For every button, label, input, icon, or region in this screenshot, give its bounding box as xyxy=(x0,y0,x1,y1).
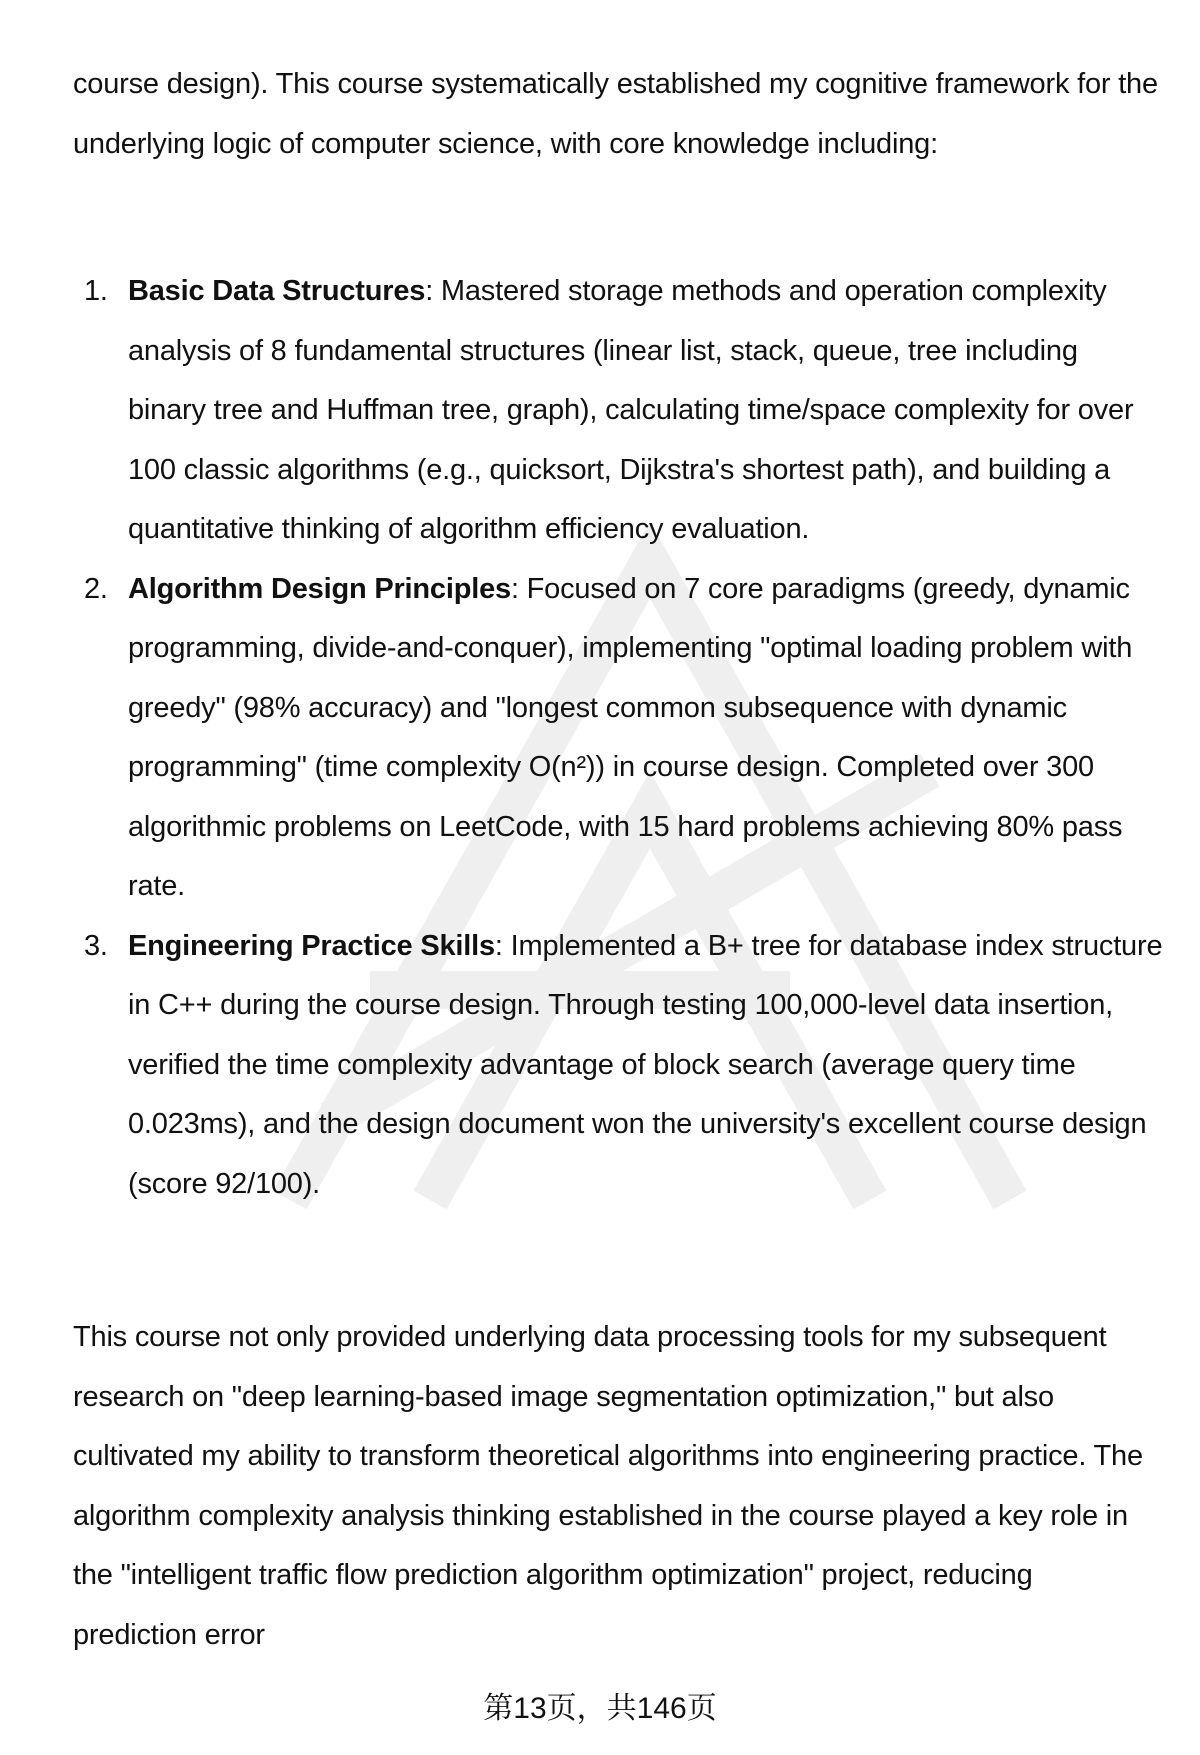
list-item xyxy=(73,262,1163,560)
intro-paragraph: course design). This course systematically established my cognitive framework for the underlying logic of computer science, with core knowledge including: xyxy=(73,68,1158,160)
list-item xyxy=(73,917,1163,1215)
list-number: 1. xyxy=(84,275,108,307)
list-item-text: : Mastered storage methods and operation complexity analysis of 8 fundamental structures (linear list, stack, queue, tree including binary tree and Huffman tree, graph), calculating time/space complexity for over 100 classic algorithms (e.g., quicksort, Dijkstra's shortest path), and building a quantitative thinking of algorithm efficiency evaluation. xyxy=(128,275,1134,545)
list-item-text: : Implemented a B+ tree for database index structure in C++ during the course design. Through testing 100,000-level data insertion, verified the time complexity advantage of block search (average query time 0.023ms), and the design document won the university's excellent course design (score 92/100). xyxy=(128,929,1163,1200)
closing-paragraph: This course not only provided underlying data processing tools for my subsequent research on "deep learning-based image segmentation optimization," but also cultivated my ability to transform theoretical algorithms into engineering practice. The algorithm complexity analysis thinking established in the course played a key role in the "intelligent traffic flow prediction algorithm optimization" project, reducing prediction error xyxy=(73,1321,1143,1651)
list-item-title: Engineering Practice Skills xyxy=(128,929,495,962)
list-item-text: : Focused on 7 core paradigms (greedy, dynamic programming, divide-and-conquer), implementing "optimal loading problem with greedy" (98% accuracy) and "longest common subsequence with dynamic programming" (time complexity O(n²)) in course design. Completed over 300 algorithmic problems on LeetCode, with 15 hard problems achieving 80% pass rate. xyxy=(128,572,1133,902)
list-item-title: Algorithm Design Principles xyxy=(128,572,511,605)
list-number: 3. xyxy=(84,929,108,962)
knowledge-list xyxy=(73,262,1163,1214)
page-indicator: 第13页，共146页 xyxy=(483,1692,717,1725)
list-item-title: Basic Data Structures xyxy=(128,275,426,307)
list-number: 2. xyxy=(84,572,108,605)
list-item xyxy=(73,560,1163,917)
